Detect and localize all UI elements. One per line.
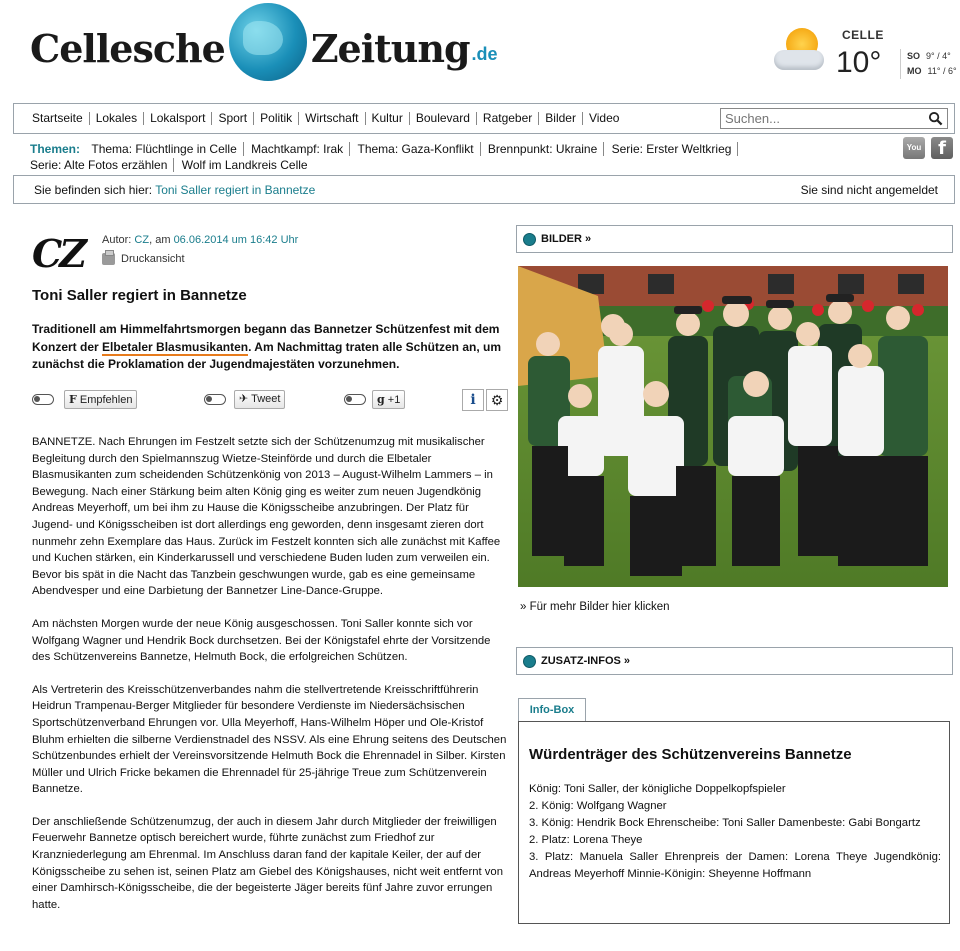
printer-icon bbox=[102, 253, 115, 265]
nav-lokales[interactable]: Lokales bbox=[90, 112, 144, 125]
extra-info-header[interactable] bbox=[516, 647, 953, 675]
lead-highlight-link[interactable]: Elbetaler Blasmusikanten bbox=[102, 339, 249, 354]
site-header bbox=[0, 0, 960, 100]
search-input[interactable] bbox=[721, 109, 921, 128]
date-prefix: , am bbox=[149, 234, 171, 246]
theme-link[interactable]: Serie: Alte Fotos erzählen bbox=[30, 158, 174, 172]
article-meta bbox=[102, 234, 298, 246]
article-photo[interactable] bbox=[518, 266, 948, 587]
article-lead bbox=[32, 321, 510, 374]
article-paragraph: Der anschließende Schützenumzug, der auch in diesem Jahr durch Mitglieder der freiwilligen Feuerwehr Bannetze optisch bereichert wurde, führte zunächst zum Friedhof zur Kranzniederlegung am Ehrenmal. Im Anschluss daran fand der kapitale Keiler, der auf der Königsscheibe zu sehen ist, seinen Platz am Giebel des Königshauses, nicht weit entfernt von einer Damhirsch-Königsscheibe, die der begeisterte Jäger bereits fünf Jahre zuvor errungen hatte. bbox=[32, 815, 503, 911]
gear-icon[interactable]: ⚙ bbox=[486, 389, 508, 411]
pictures-header[interactable] bbox=[516, 225, 953, 253]
theme-link[interactable]: Machtkampf: Irak bbox=[247, 142, 350, 156]
infobox-line: König: Toni Saller, der königliche Doppelkopfspieler bbox=[529, 783, 786, 795]
infobox-tab[interactable]: Info-Box bbox=[518, 698, 586, 722]
pictures-label: BILDER » bbox=[541, 233, 591, 245]
themes-bar bbox=[30, 141, 890, 173]
nav-lokalsport[interactable]: Lokalsport bbox=[144, 112, 212, 125]
infobox-line: 3. König: Hendrik Bock Ehrenscheibe: Toni Saller Damenbeste: Gabi Bongartz bbox=[529, 817, 921, 829]
nav-sport[interactable]: Sport bbox=[212, 112, 254, 125]
article-paragraph: Als Vertreterin des Kreisschützenverbandes nahm die stellvertretende Kreisschriftführerin Heidrun Trampenau-Berger Mitglieder für besondere Verdienste im Niedersächsischen Sportschützenverband Ehrungen vor. Ulla Meyerhoff, Hans-Wilhelm Höper und Ole-Kristof Bluhm erhielten die silberne Verdienstnadel des NSSV. Als eine Ehrung seitens des Deutschen Schützenbundes erhielt der Vereinsvorsitzende Helmuth Bock die Ehrennadel in Silber. Kirsten Müller und Ulrich Fricke bekamen die Ehrennadel für 25-jährige Treue zum Schützenverein Bannetze. bbox=[32, 683, 507, 796]
breadcrumb-prefix: Sie befinden sich hier: bbox=[34, 183, 153, 197]
article-date: 06.06.2014 um 16:42 Uhr bbox=[173, 234, 299, 246]
theme-link[interactable]: Thema: Gaza-Konflikt bbox=[353, 142, 480, 156]
infobox-title: Würdenträger des Schützenvereins Bannetze bbox=[529, 746, 852, 763]
themes-label: Themen: bbox=[30, 142, 81, 156]
weather-widget[interactable] bbox=[770, 24, 960, 84]
bullet-icon bbox=[523, 233, 536, 246]
theme-link[interactable]: Thema: Flüchtlinge in Celle bbox=[87, 142, 243, 156]
infobox-line: 2. Platz: Lorena Theye bbox=[529, 834, 643, 846]
main-navigation bbox=[13, 103, 955, 134]
weather-temperature: 10° bbox=[836, 46, 882, 79]
print-view-link[interactable] bbox=[102, 253, 185, 265]
nav-kultur[interactable]: Kultur bbox=[366, 112, 410, 125]
author-prefix: Autor: bbox=[102, 234, 132, 246]
source-logo: CZ bbox=[32, 231, 84, 276]
youtube-icon[interactable]: You bbox=[903, 137, 925, 159]
article-body bbox=[32, 434, 510, 929]
nav-startseite[interactable]: Startseite bbox=[26, 112, 90, 125]
print-label: Druckansicht bbox=[121, 253, 185, 265]
extra-info-label: ZUSATZ-INFOS » bbox=[541, 655, 630, 667]
theme-link[interactable]: Brennpunkt: Ukraine bbox=[484, 142, 604, 156]
tweet-button[interactable] bbox=[234, 390, 285, 409]
article-paragraph: Am nächsten Morgen wurde der neue König ausgeschossen. Toni Saller konnte sich vor Wolfgang Wagner und Hendrik Bock durchsetzen. Bei der Königstafel ehrte der Vorsitzende des Schützenvereins Bannetze, Helmuth Bock, die erfolgreichen Schützen. bbox=[32, 617, 491, 664]
nav-ratgeber[interactable]: Ratgeber bbox=[477, 112, 539, 125]
nav-bilder[interactable]: Bilder bbox=[539, 112, 583, 125]
nav-video[interactable]: Video bbox=[588, 111, 620, 125]
breadcrumb bbox=[34, 183, 315, 197]
info-icon[interactable]: i bbox=[462, 389, 484, 411]
forecast-range: 9° / 4° bbox=[926, 51, 951, 61]
tweet-label: Tweet bbox=[251, 393, 281, 405]
author-link[interactable]: CZ bbox=[134, 234, 150, 246]
group-photo-image bbox=[518, 266, 948, 587]
social-links bbox=[903, 137, 953, 159]
share-bar bbox=[30, 389, 512, 411]
twitter-bird-icon: ✈ bbox=[239, 393, 249, 405]
article-paragraph: BANNETZE. Nach Ehrungen im Festzelt setzte sich der Schützenumzug mit musikalischer Begleitung durch den Spielmannszug Wietze-Steinförde und durch die Elbetaler Blasmusikanten zum scheidenden Schützenkönig von 2013 – August-Wilhelm Lammers – in Bewegung. Nach einer Stärkung beim alten König ging es weiter zum neuen Jugendkönig Andreas Meyerhoff, um bei ihm zu Hause die Königsscheibe anzubringen. Der Platz für Jugend- und Königsscheiben ist dort allerdings eng geworden, denn insgesamt zieren dort nunmehr zehn Exemplare das Haus. Zurück im Festzelt konnten sich alle zunächst mit Kaffee und Kuchen stärken, ein Kinderkarussell und verschiedene Buden luden zum verweilen ein. Bevor bis spät in die Nacht das Tanzbein geschwungen wurde, gab es eine gemeinsame Abendvesper und eine Darbietung der Bannetzer Line-Dance-Gruppe. bbox=[32, 436, 501, 598]
globe-icon bbox=[229, 3, 307, 81]
nav-boulevard[interactable]: Boulevard bbox=[410, 112, 477, 125]
sun-cloud-icon bbox=[772, 28, 828, 74]
forecast-range: 11° / 6° bbox=[927, 66, 957, 76]
twitter-toggle[interactable] bbox=[204, 394, 226, 405]
facebook-toggle[interactable] bbox=[32, 394, 54, 405]
search-box bbox=[720, 108, 948, 129]
more-pictures-link[interactable]: » Für mehr Bilder hier klicken bbox=[520, 601, 670, 613]
lead-text: Traditionell am Himmelfahrtsmorgen begann das Bannetzer Schützenfest mit dem Konzert der bbox=[32, 322, 500, 354]
infobox-line: 3. Platz: Manuela Saller Ehrenpreis der Damen: Lorena Theye Jugendkönig: Andreas Meyerhoff Minnie-Königin: Sheyenne Hoffmann bbox=[529, 851, 941, 880]
facebook-icon[interactable]: f bbox=[931, 137, 953, 159]
logo-word-cellesche: Cellesche bbox=[30, 25, 225, 71]
weather-forecast bbox=[900, 49, 957, 79]
weather-city: CELLE bbox=[842, 28, 884, 42]
logo-word-zeitung: Zeitung bbox=[310, 25, 470, 71]
site-logo[interactable] bbox=[30, 18, 498, 78]
login-status[interactable]: Sie sind nicht angemeldet bbox=[800, 183, 938, 197]
nav-politik[interactable]: Politik bbox=[254, 112, 299, 125]
recommend-label: Empfehlen bbox=[79, 394, 133, 406]
googleplus-button[interactable] bbox=[372, 390, 405, 409]
googleplus-toggle[interactable] bbox=[344, 394, 366, 405]
googleplus-icon: g bbox=[377, 393, 385, 406]
infobox bbox=[518, 721, 950, 924]
plusone-label: +1 bbox=[387, 394, 401, 406]
nav-wirtschaft[interactable]: Wirtschaft bbox=[299, 112, 365, 125]
breadcrumb-bar bbox=[13, 175, 955, 204]
breadcrumb-current[interactable]: Toni Saller regiert in Bannetze bbox=[155, 183, 316, 197]
forecast-day: MO bbox=[907, 66, 922, 76]
search-icon[interactable] bbox=[928, 111, 943, 126]
facebook-recommend-button[interactable]: F Empfehlen bbox=[64, 390, 137, 409]
logo-suffix: .de bbox=[471, 43, 498, 64]
infobox-content bbox=[529, 781, 941, 883]
theme-link[interactable]: Serie: Erster Weltkrieg bbox=[608, 142, 739, 156]
bullet-icon bbox=[523, 655, 536, 668]
article-title: Toni Saller regiert in Bannetze bbox=[32, 287, 247, 304]
lead-text: . Am Nachmittag traten alle Schützen an, um zunächst die Proklamation der Jugendmajestäten vorzunehmen. bbox=[32, 339, 502, 371]
forecast-day: SO bbox=[907, 51, 921, 61]
infobox-line: 2. König: Wolfgang Wagner bbox=[529, 800, 667, 812]
theme-link[interactable]: Wolf im Landkreis Celle bbox=[181, 158, 308, 172]
